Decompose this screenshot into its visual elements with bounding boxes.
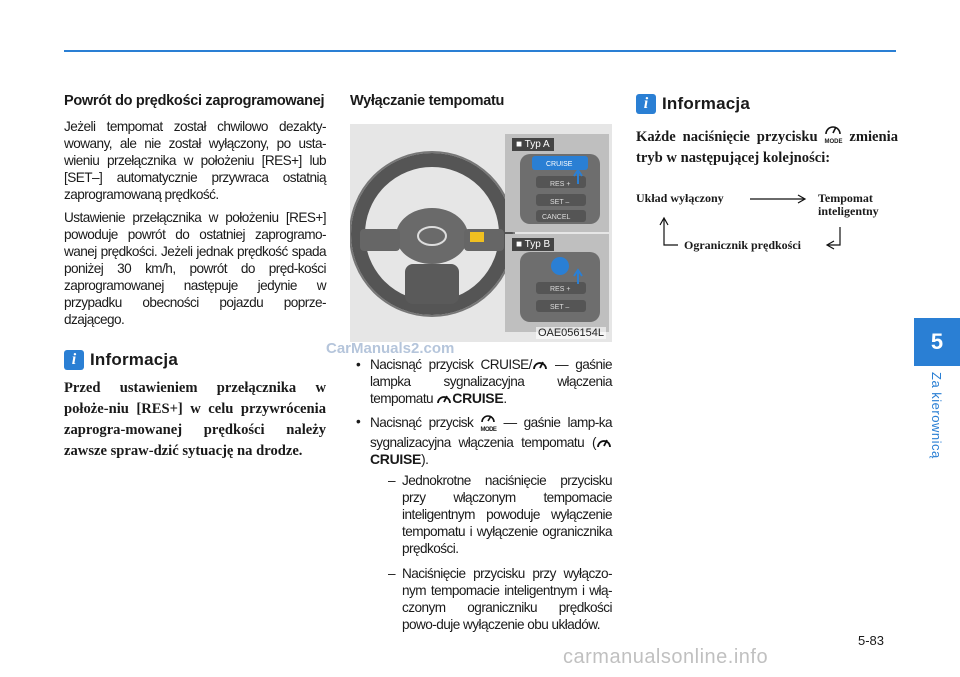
figure-type-a-label: ■ Typ A — [512, 138, 554, 151]
sublist-text-2: Naciśnięcie przycisku przy wyłączo-nym tempomacie inteligentnym i włą-czonym ograniczniku prędkości powo-duje wyłączenie obu układów. — [402, 566, 612, 632]
step1-text-b: — gaśnie lampka sygnalizacyjna włączenia tempomatu — [370, 357, 612, 406]
figure-label-res-b: RES + — [550, 286, 571, 293]
dash: – — [388, 473, 396, 488]
steering-wheel-illustration — [350, 124, 612, 342]
mode-state-smart-line2: inteligentny — [818, 204, 879, 218]
section-heading-disable: Wyłączanie tempomatu — [350, 93, 505, 109]
top-rule — [64, 50, 896, 52]
cruise-speedometer-icon — [532, 358, 548, 372]
info-icon: i — [636, 94, 656, 114]
info-text: Przed ustawieniem przełącznika w położe-niu [RES+] w celu przywrócenia zaprogra-mowanej prędkości należy zawsze spraw-dzić sytuację na drodze. — [64, 380, 326, 459]
step2-text-c: ). — [421, 452, 429, 467]
column-resume-speed — [64, 92, 326, 462]
column-disable-cruise — [350, 92, 612, 641]
section-heading-resume: Powrót do prędkości zaprogramowanej — [64, 93, 325, 109]
steering-wheel-figure — [350, 124, 612, 342]
resume-paragraph-2: Ustawienie przełącznika w położeniu [RES+] powoduje powrót do ostatniej zaprogramo-wanej prędkości. Jeżeli jednak prędkość spada poniżej 30 km/h, powrót do pręd-kości zaprogramowanej następuje jedynie w przypadku obecności pojazdu poprze-dzającego. — [64, 210, 326, 327]
figure-label-set-b: SET – — [550, 304, 570, 311]
mode-button-icon — [480, 413, 496, 434]
info-heading — [64, 350, 326, 370]
step-cruise-button — [350, 356, 612, 407]
step-mode-button — [350, 413, 612, 633]
sublist-item — [370, 565, 612, 633]
figure-label-cancel: CANCEL — [542, 214, 571, 221]
info-heading-right — [636, 94, 898, 114]
figure-code: OAE056154L — [537, 327, 604, 339]
cruise-indicator-icon — [436, 392, 452, 406]
watermark-top: CarManuals2.com — [326, 340, 455, 357]
chapter-title: Za kierownicą — [929, 372, 944, 459]
cruise-indicator-icon-2 — [596, 436, 612, 450]
mode-cycle-diagram — [636, 189, 898, 259]
mode-state-off: Układ wyłączony — [636, 191, 724, 205]
mode-info-text — [636, 124, 898, 169]
figure-label-cruise: CRUISE — [546, 161, 573, 168]
figure-label-res-a: RES + — [550, 181, 571, 188]
disable-steps — [350, 356, 612, 633]
step1-text-a: Nacisnąć przycisk CRUISE/ — [370, 357, 532, 372]
figure-label-set-a: SET – — [550, 199, 570, 206]
mode-sublist — [370, 472, 612, 633]
page-number: 5-83 — [858, 633, 885, 648]
cruise-indicator-word-2: CRUISE — [370, 451, 422, 467]
step1-text-c: . — [503, 391, 507, 406]
cruise-indicator-word: CRUISE — [452, 390, 504, 406]
info-title-right: Informacja — [662, 94, 750, 113]
info-icon: i — [64, 350, 84, 370]
mode-info-text-b: zmienia tryb w następującej kolejności: — [636, 129, 898, 166]
mode-state-limiter: Ogranicznik prędkości — [684, 238, 802, 252]
mode-state-smart-line1: Tempomat — [818, 191, 873, 205]
info-title: Informacja — [90, 350, 178, 369]
step2-text-a: Nacisnąć przycisk — [370, 415, 481, 431]
dash: – — [388, 566, 396, 581]
watermark-bottom: carmanualsonline.info — [563, 646, 769, 668]
step2-text-b: — gaśnie lamp-ka sygnalizacyjna włączenia tempomatu ( — [370, 415, 613, 450]
resume-paragraph-1: Jeżeli tempomat został chwilowo dezakty-wowany, ale nie został wyłączony, po usta-wieniu przełącznika w położeniu [RES+] lub [SET–] automatycznie przywraca ostatnią zaprogramowaną prędkość. — [64, 119, 326, 202]
mode-button-icon-right — [824, 124, 842, 146]
sublist-text-1: Jednokrotne naciśnięcie przycisku przy włączonym tempomacie inteligentnym powoduje wyłączenie tempomatu i wyłączenie ogranicznika prędkości. — [402, 473, 612, 556]
chapter-tab: 5 — [914, 318, 960, 366]
mode-word: MODE — [480, 427, 497, 433]
mode-word-right: MODE — [824, 139, 843, 145]
figure-type-b-label: ■ Typ B — [512, 238, 554, 251]
sublist-item — [370, 472, 612, 557]
mode-info-text-a: Każde naciśnięcie przycisku — [636, 129, 825, 145]
column-info-mode — [636, 94, 898, 259]
